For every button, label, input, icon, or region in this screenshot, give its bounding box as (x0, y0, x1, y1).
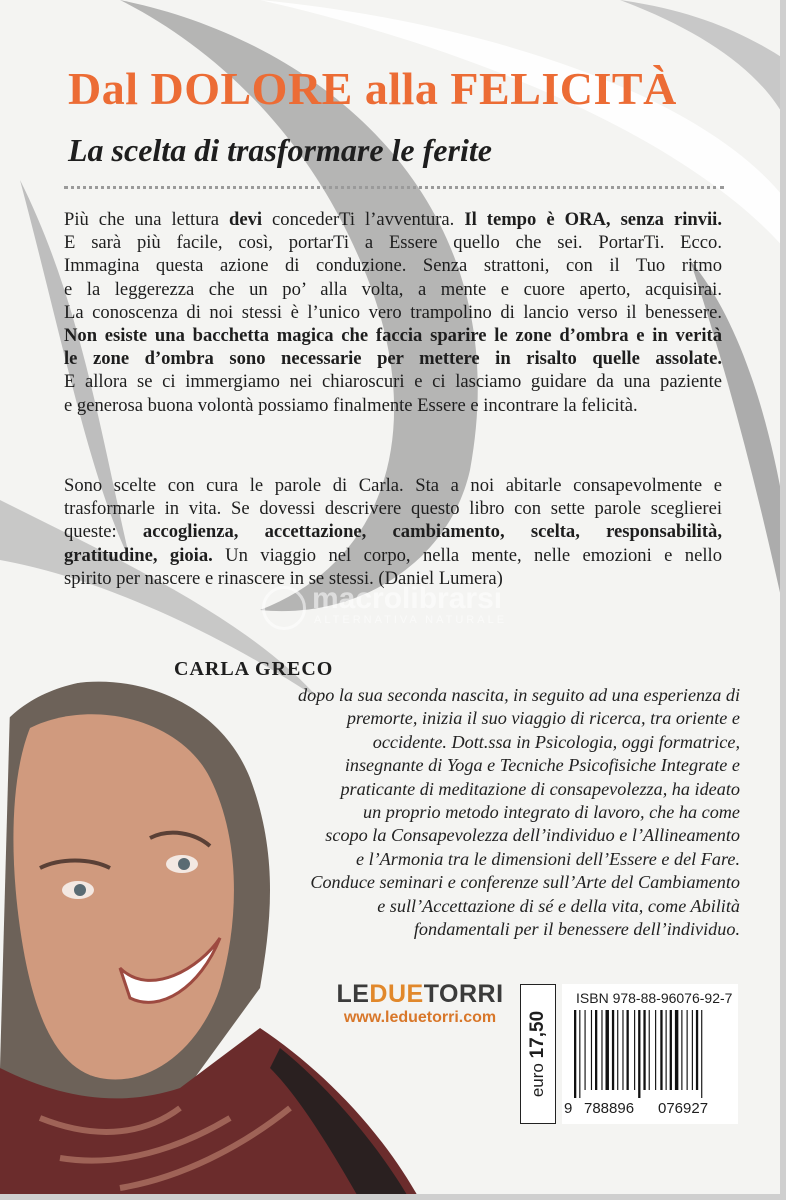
author-bio (180, 684, 740, 941)
barcode-bars (574, 1010, 730, 1098)
bold-text: accoglienza, accettazione, cambiamento, scelta, responsabilità, (142, 521, 722, 543)
barcode-bar (660, 1010, 662, 1090)
barcode-bar (643, 1010, 645, 1090)
barcode-bar (601, 1010, 602, 1090)
barcode-bar (634, 1010, 635, 1090)
paragraph1-line (64, 324, 722, 347)
text: queste: (64, 521, 143, 543)
text: e la leggerezza che un po’ alla volta, a mente e cuore aperto, acquisirai. (64, 278, 722, 300)
author-bio-line: Conduce seminari e conferenze sull’Arte del Cambiamento (310, 872, 740, 893)
watermark-logo-icon (262, 586, 306, 630)
barcode-bar (595, 1010, 597, 1090)
paragraph2-line (64, 520, 722, 543)
publisher-logo-part1: LE (336, 980, 370, 1008)
barcode-digits-left: 788896 (584, 1100, 635, 1117)
barcode-bar (579, 1010, 580, 1098)
publisher-logo (330, 980, 510, 1009)
barcode-bar (670, 1010, 672, 1090)
paragraph1-line (64, 231, 722, 254)
text: La conoscenza di noi stessi è l’unico vero trampolino di lancio verso il benessere. (64, 301, 722, 323)
barcode-digit-first: 9 (564, 1100, 573, 1117)
text: spirito per nascere e rinascere in se stessi. (Daniel Lumera) (64, 567, 503, 589)
text: concederTi l’avventura. (262, 209, 465, 230)
blurb-paragraph-2 (64, 474, 722, 590)
isbn-text: ISBN 978-88-96076-92-7 (576, 990, 733, 1006)
barcode-bar (692, 1010, 693, 1090)
watermark-tagline: ALTERNATIVA NATURALE (314, 614, 508, 626)
barcode-bar (649, 1010, 650, 1090)
publisher-block (330, 980, 510, 1027)
paragraph1-line (64, 370, 722, 393)
barcode-bar (612, 1010, 614, 1090)
paragraph1-line (64, 254, 722, 277)
paragraph1-line (64, 301, 722, 324)
publisher-url: www.leduetorri.com (343, 1009, 497, 1026)
paragraph2-line (64, 474, 722, 497)
text: E allora se ci immergiamo nei chiaroscuri e ci lasciamo guidare da una paziente (64, 371, 722, 393)
author-bio-line: un proprio metodo integrato di lavoro, che ha come (363, 802, 740, 823)
bold-text: devi (228, 209, 263, 230)
author-bio-line: occidente. Dott.ssa in Psicologia, oggi formatrice, (372, 731, 740, 752)
paragraph2-line (64, 497, 722, 520)
watermark (262, 584, 562, 634)
text: Più che una lettura (64, 209, 229, 230)
barcode-bar (681, 1010, 682, 1090)
dotted-divider (64, 186, 724, 189)
author-bio-line: e sull’Accettazione di sé e della vita, come Abilità (377, 895, 740, 916)
paragraph2-line (64, 544, 722, 567)
barcode-bar (666, 1010, 667, 1090)
bold-text: le zone d’ombra sono necessarie per mettere in risalto quelle assolate. (64, 348, 722, 370)
barcode-bar (675, 1010, 678, 1090)
bold-text: Il tempo è ORA, senza rinvii. (464, 209, 722, 230)
barcode-bar (687, 1010, 688, 1090)
blurb-paragraph-1 (64, 208, 722, 417)
bold-text: Non esiste una bacchetta magica che faccia sparire le zone d’ombra e in verità (64, 325, 722, 347)
author-bio-line: insegnante di Yoga e Tecniche Psicofisiche Integrate e (344, 755, 740, 776)
author-name: CARLA GRECO (174, 658, 334, 680)
author-bio-line: scopo la Consapevolezza dell’individuo e l’Allineamento (325, 825, 740, 846)
author-bio-line: fondamentali per il benessere dell’individuo. (413, 919, 740, 940)
paragraph1-line (64, 347, 722, 370)
author-bio-line: praticante di meditazione di consapevolezza, ha ideato (340, 778, 740, 799)
book-title: Dal DOLORE alla FELICITÀ (68, 63, 677, 114)
barcode-bar (585, 1010, 586, 1090)
book-subtitle: La scelta di trasformare le ferite (68, 132, 492, 168)
paragraph1-line (64, 394, 722, 417)
barcode-bar (574, 1010, 576, 1098)
barcode-bar (591, 1010, 592, 1090)
price-box (520, 984, 556, 1124)
barcode-bar (655, 1010, 656, 1090)
text: trasformarle in vita. Se dovessi descrivere questo libro con sette parole sceglierei (64, 498, 722, 520)
author-bio-line: dopo la sua seconda nascita, in seguito ad una esperienza di (297, 685, 740, 705)
text: E sarà più facile, così, portarTi a Essere quello che sei. PortarTi. Ecco. (64, 232, 722, 254)
paragraph1-line (64, 278, 722, 301)
bold-text: gratitudine, gioia. (64, 544, 213, 566)
paragraph1-line (64, 208, 722, 231)
barcode-bar (617, 1010, 618, 1090)
price-label (527, 1011, 549, 1097)
barcode-bar (606, 1010, 609, 1090)
text: Sono scelte con cura le parole di Carla. Sta a noi abitarle consapevolmente e (64, 475, 722, 496)
watermark-brand: macrolibrarsi (312, 582, 503, 615)
barcode-bar (701, 1010, 702, 1098)
barcode-bar (696, 1010, 698, 1090)
barcode-bar (627, 1010, 629, 1090)
barcode-digits-right: 076927 (658, 1100, 709, 1117)
barcode-bar (622, 1010, 623, 1090)
author-bio-line: premorte, inizia il suo viaggio di ricerca, tra oriente e (346, 708, 740, 729)
text: Un viaggio nel corpo, nella mente, nelle emozioni e nello (212, 544, 722, 566)
text: Immagina questa azione di conduzione. Senza strattoni, con il Tuo ritmo (64, 255, 722, 277)
barcode-box (562, 984, 738, 1124)
publisher-logo-part2: DUE (369, 980, 424, 1008)
price-amount: 17,50 (527, 1010, 548, 1059)
price-currency: euro (528, 1063, 547, 1098)
author-bio-line: e l’Armonia tra le dimensioni dell’Essere e del Fare. (355, 848, 740, 869)
text: e generosa buona volontà possiamo finalmente Essere e incontrare la felicità. (64, 394, 638, 416)
barcode-bar (638, 1010, 640, 1098)
publisher-logo-part3: TORRI (423, 980, 504, 1008)
